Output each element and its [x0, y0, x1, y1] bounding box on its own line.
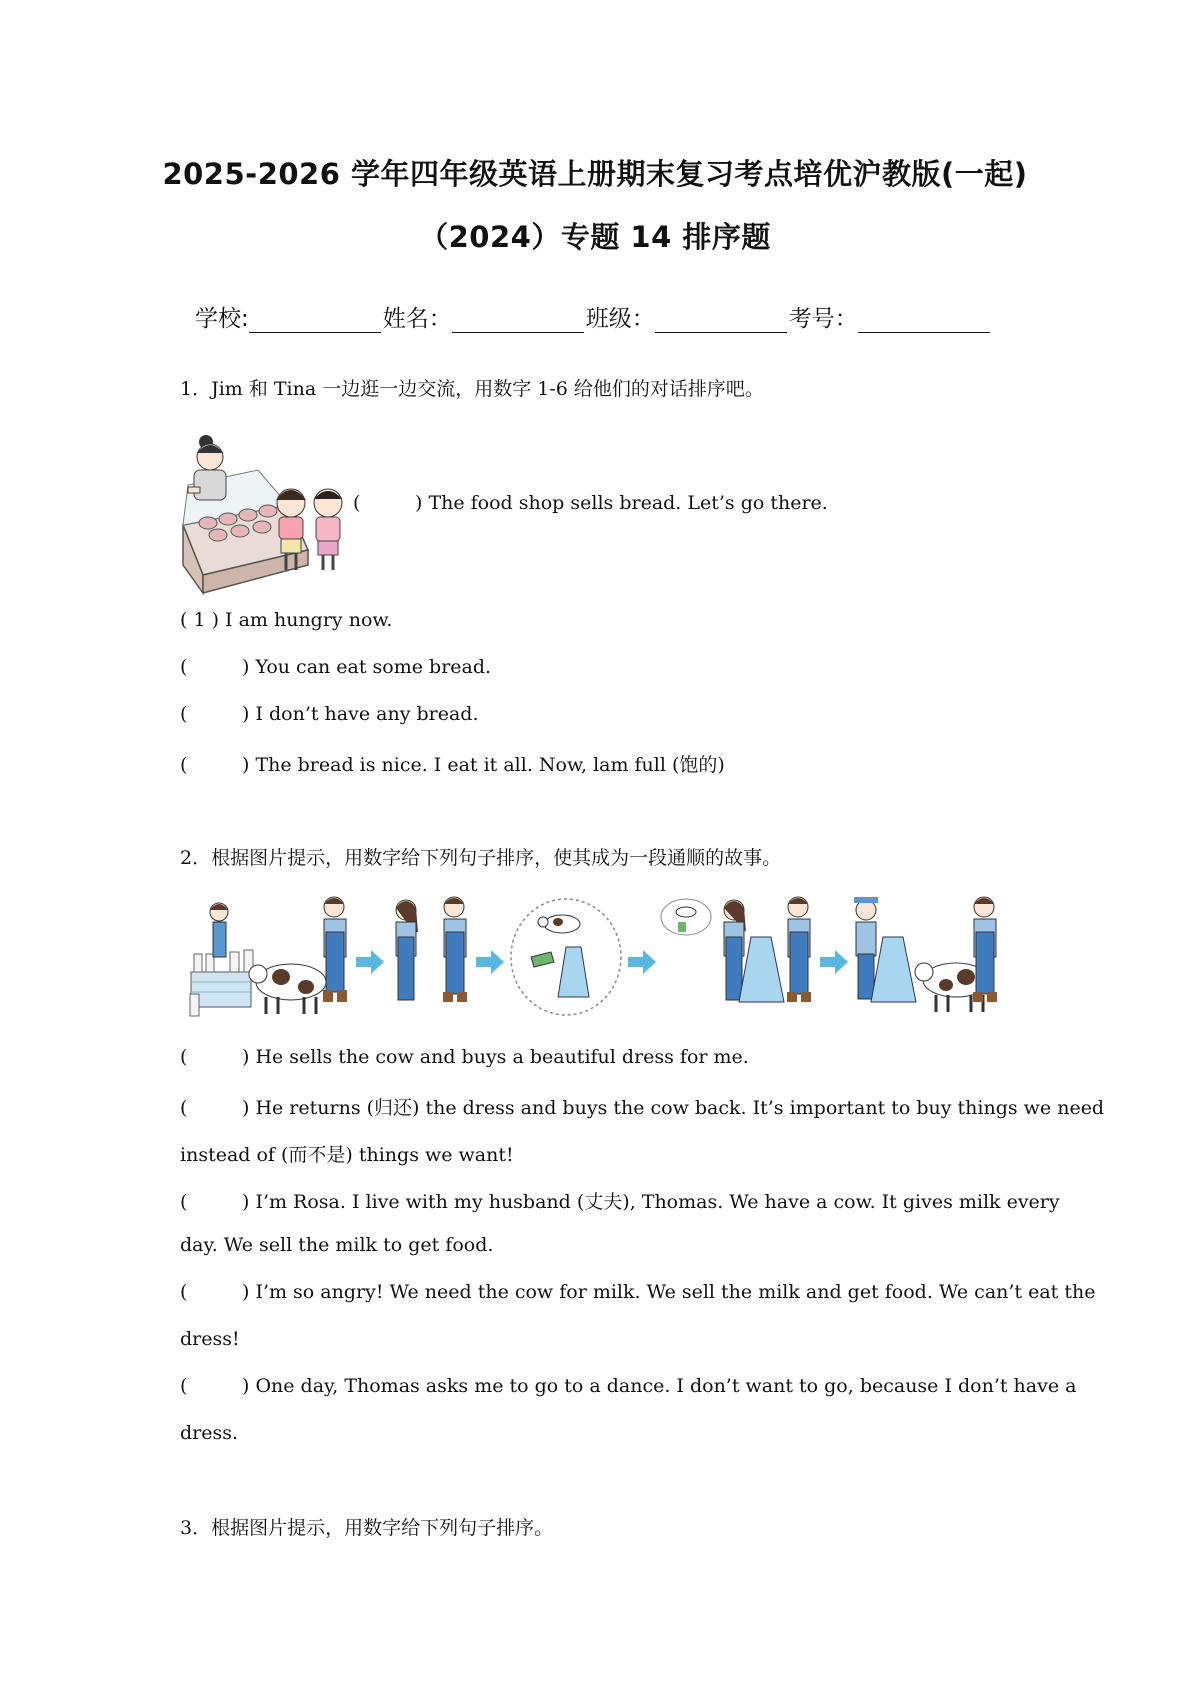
class-label: 班级： [585, 306, 655, 332]
q1-prompt: 1．Jim 和 Tina 一边逛一边交流，用数字 1-6 给他们的对话排序吧。 [180, 378, 764, 400]
q2-item [180, 1281, 1095, 1303]
q2-item [180, 1046, 749, 1068]
answer-blank[interactable]: ( [180, 1281, 188, 1303]
answer-blank[interactable]: ( [180, 703, 188, 725]
exam-no-blank[interactable] [858, 308, 990, 333]
sentence-text: ) He sells the cow and buys a beautiful dress for me. [242, 1046, 749, 1068]
school-label: 学校: [195, 306, 249, 332]
sentence-text: ) You can eat some bread. [242, 656, 492, 678]
q2-story-strip-illustration [186, 892, 1016, 1027]
sentence-text: ) He returns (归还) the dress and buys the cow back. It’s important to buy things we need [242, 1097, 1105, 1119]
page-title-line2: （2024）专题 14 排序题 [419, 220, 771, 254]
q2-item [180, 1187, 1060, 1214]
class-blank[interactable] [655, 308, 787, 333]
q2-item-continuation: dress! [180, 1328, 240, 1350]
q1-item [180, 609, 392, 631]
sentence-text: ) The food shop sells bread. Let’s go there. [415, 492, 828, 514]
answer-blank-filled[interactable]: ( 1 [180, 609, 212, 631]
q1-image-sentence [353, 492, 828, 514]
q2-item-continuation: day. We sell the milk to get food. [180, 1234, 494, 1256]
q2-prompt: 2．根据图片提示，用数字给下列句子排序，使其成为一段通顺的故事。 [180, 847, 782, 869]
name-blank[interactable] [452, 308, 584, 333]
answer-blank[interactable]: ( [180, 1046, 188, 1068]
q1-item [180, 750, 725, 777]
sentence-text: ) I’m so angry! We need the cow for milk. We sell the milk and get food. We can’t eat the [242, 1281, 1096, 1303]
q1-item [180, 656, 491, 678]
q2-item-continuation: dress. [180, 1422, 239, 1444]
answer-blank[interactable]: ( [180, 1097, 188, 1119]
q1-item [180, 703, 479, 725]
q2-item-continuation: instead of (而不是) things we want! [180, 1144, 514, 1166]
answer-blank[interactable]: ( [353, 492, 361, 514]
sentence-text: ) The bread is nice. I eat it all. Now, lam full (饱的) [242, 754, 725, 776]
school-blank[interactable] [249, 308, 381, 333]
answer-blank[interactable]: ( [180, 1375, 188, 1397]
sentence-text: ) I am hungry now. [211, 609, 393, 631]
q3-prompt: 3．根据图片提示，用数字给下列句子排序。 [180, 1517, 554, 1539]
exam-no-label: 考号： [788, 306, 858, 332]
sentence-text: ) One day, Thomas asks me to go to a dance. I don’t want to go, because I don’t have a [242, 1375, 1077, 1397]
q1-food-shop-illustration [178, 425, 358, 595]
student-info-line [195, 300, 992, 333]
answer-blank[interactable]: ( [180, 656, 188, 678]
page-title-line1: 2025-2026 学年四年级英语上册期末复习考点培优沪教版(一起) [162, 157, 1028, 191]
q2-item [180, 1375, 1076, 1397]
answer-blank[interactable]: ( [180, 1191, 188, 1213]
sentence-text: ) I’m Rosa. I live with my husband (丈夫), Thomas. We have a cow. It gives milk every [242, 1191, 1060, 1213]
answer-blank[interactable]: ( [180, 754, 188, 776]
sentence-text: ) I don’t have any bread. [242, 703, 479, 725]
q2-item [180, 1093, 1104, 1120]
name-label: 姓名： [382, 306, 452, 332]
